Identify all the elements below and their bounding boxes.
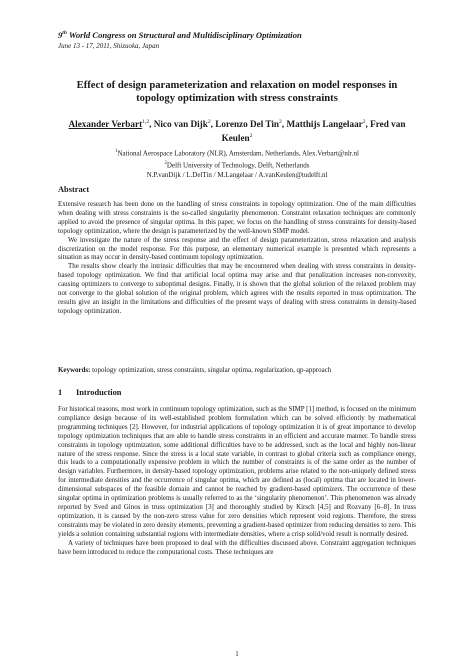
affiliation-mark: 1 [115, 149, 118, 154]
section-heading [58, 388, 121, 397]
section-number: 1 [58, 388, 63, 397]
introduction-body [58, 405, 416, 556]
author-affil-mark: 2 [207, 119, 211, 125]
conference-ordinal: th [62, 30, 67, 37]
page-number: 1 [235, 650, 239, 658]
conference-name [58, 30, 302, 40]
author-affil-mark: 2 [249, 133, 253, 140]
author-name: Matthijs Langelaar [286, 119, 363, 130]
body-paragraph: A variety of techniques have been proposed to deal with the difficulties discussed above. Constraint aggregation techniques have been introduced to reduce the computational costs. These techniques are [58, 538, 416, 556]
affiliation-emails: N.P.vanDijk / L.DelTin / M.Langelaar / A.vanKeulen@tudelft.nl [146, 171, 328, 180]
affiliation-1 [58, 147, 416, 159]
affiliation-2 [58, 159, 416, 171]
author-name: Lorenzo Del Tin [215, 119, 280, 130]
affiliation-text: Delft University of Technology, Delft, Netherlands [166, 161, 310, 170]
paper-title: Effect of design parameterization and relaxation on model responses in topology optimization with stress constraints [76, 80, 398, 104]
author-separator: , [365, 119, 371, 130]
abstract-heading: Abstract [58, 185, 90, 194]
author-separator: , [210, 119, 216, 130]
keywords-text: topology optimization, stress constraints, singular optima, regularization, qp-approach [92, 366, 332, 374]
keywords-label: Keywords: [58, 366, 91, 374]
author-separator: , [149, 119, 154, 130]
conference-dates: June 13 - 17, 2011, Shizuoka, Japan [58, 42, 160, 50]
affiliation-mark: 2 [164, 161, 167, 167]
abstract-paragraph: We investigate the nature of the stress response and the effect of design parameterization, stress relaxation and analysis discretization on the model response. For this purpose, an elementary numerical example is presented which represents a situation as may occur in density-based continuum topology optimization. [58, 235, 416, 262]
author-affil-mark: 2 [279, 119, 282, 125]
author-affil-mark: 1,2 [142, 119, 150, 125]
section-title: Introduction [76, 388, 122, 397]
author-list [58, 116, 416, 145]
affiliation-text: National Aerospace Laboratory (NLR), Amsterdam, Netherlands, Alex.Verbart@nlr.nl [117, 149, 359, 158]
author-affil-mark: 2 [362, 119, 366, 125]
conference-number: 9 [58, 30, 63, 40]
author-name: Nico van Dijk [153, 119, 208, 130]
author-separator: , [281, 119, 287, 130]
abstract-paragraph: The results show clearly the intrinsic difficulties that may be encountered when dealing with stress constraints in density-based topology optimization. We find that artificial local optima may arise and that penalization increases non-convexity, causing optimizers to converge to suboptimal designs. Finally, it is shown that the global solution of the relaxed problem may not converge to the global solution of the original problem, which agrees with the results reported in truss optimization. The results give an insight in the limitations and difficulties of the present ways of dealing with stress constraints in density-based topology optimization. [58, 262, 416, 315]
author-name: Alexander Verbart [68, 119, 143, 130]
keywords [58, 366, 416, 375]
conference-title: World Congress on Structural and Multidisciplinary Optimization [66, 30, 302, 40]
abstract-body [58, 200, 416, 316]
abstract-paragraph: Extensive research has been done on the handling of stress constraints in topology optimization. One of the main difficulties when dealing with stress constraints is the so-called singularity phenomenon. Constraint relaxation techniques are commonly applied to avoid the presence of singular optima. In this paper, we focus on the handling of stress constraints for density-based topology optimization, where the design is parameterized by the well-known SIMP model. [58, 200, 416, 235]
author-name: Fred van Keulen [221, 119, 406, 144]
affiliations [58, 147, 416, 181]
body-paragraph: For historical reasons, most work in continuum topology optimization, such as the SIMP [1] method, is focused on the minimum compliance design because of its well-established problem formulation which can be solved efficiently by mathematical programming techniques [2]. However, for industrial applications of topology optimization it is of great importance to develop topology optimization techniques that are able to handle stress constraints in an efficient and accurate manner. To handle stress constraints in topology optimization, some additional difficulties have to be addressed, such as the local and highly non-linear nature of the stress response. Since the stress is a local state variable, in contrast to global criteria such as compliance energy, this leads to a computationally expensive problem in which the number of constraints is of the same order as the number of design variables. Furthermore, in density-based topology optimization, problems arise related to the non-uniquely defined stress for intermediate densities and the occurrence of singular optima, which are defined as (local) optima that are located in lower-dimensional subspaces of the feasible domain and cannot be reached by gradient-based optimizers. The occurrence of these singular optima in optimization problems is usually referred to as the ‘singularity phenomenon’. This phenomenon was already reported by Sved and Ginos in truss optimization [3] and thoroughly studied by Kirsch [4,5] and Rozvany [6–8]. In truss optimization, it is caused by the non-zero stress value for zero densities which represent void regions. Therefore, the stress constraints may be violated in zero density elements, preventing a gradient-based optimizer from reducing densities to zero. This yields a solution containing substantial regions with intermediate densities, where a crisp solid/void result is normally desired. [58, 405, 416, 538]
